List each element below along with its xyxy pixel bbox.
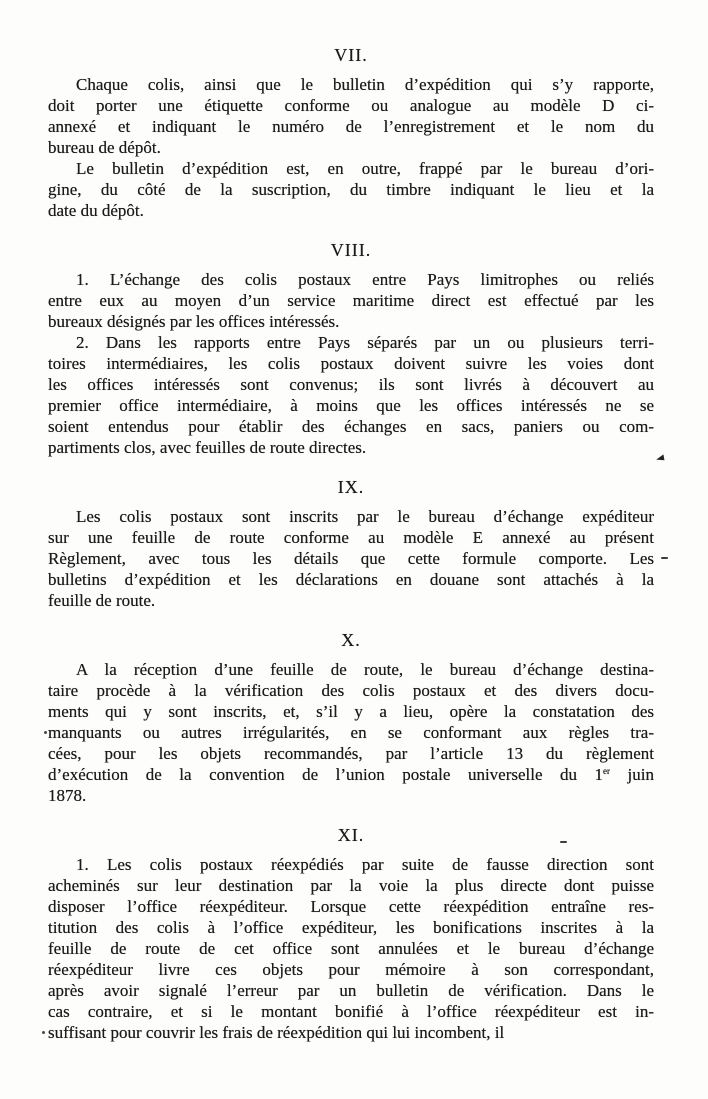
text-line: soient entendus pour établir des échanges en sacs, paniers ou com- xyxy=(48,417,654,436)
text-line: bureaux désignés par les offices intéressés. xyxy=(48,312,340,331)
paragraph xyxy=(48,506,654,611)
text-line: d’exécution de la convention de l’union postale universelle du 1er juin xyxy=(48,765,654,784)
text-line: manquants ou autres irrégularités, en se conformant aux règles tra- xyxy=(48,723,654,742)
section xyxy=(48,824,654,1043)
section xyxy=(48,476,654,611)
dash-scan-mark xyxy=(560,841,567,843)
arrowhead-scan-mark xyxy=(656,454,665,461)
text-line: entre eux au moyen d’un service maritime direct est effectué par les xyxy=(48,291,654,310)
text-line: taire procède à la vérification des colis postaux et des divers docu- xyxy=(48,681,654,700)
section-heading: VII. xyxy=(334,45,368,65)
paragraph xyxy=(48,854,654,1043)
text-line: disposer l’office réexpéditeur. Lorsque cette réexpédition entraîne res- xyxy=(48,897,654,916)
text-line: 1878. xyxy=(48,786,87,805)
paragraph xyxy=(48,158,654,221)
text-line: ments qui y sont inscrits, et, s’il y a lieu, opère la constatation des xyxy=(48,702,654,721)
section xyxy=(48,629,654,806)
text-line: suffisant pour couvrir les frais de réexpédition qui lui incombent, il xyxy=(48,1023,505,1042)
section-heading: X. xyxy=(341,630,361,650)
text-line: réexpéditeur livre ces objets pour mémoire à son correspondant, xyxy=(48,960,654,979)
text-line: partiments clos, avec feuilles de route directes. xyxy=(48,438,367,457)
text-line: 1. Les colis postaux réexpédiés par suite de fausse direction sont xyxy=(76,855,654,874)
text-line: Les colis postaux sont inscrits par le bureau d’échange expéditeur xyxy=(76,507,654,526)
text-line: Le bulletin d’expédition est, en outre, frappé par le bureau d’ori- xyxy=(76,159,654,178)
text-line: les offices intéressés sont convenus; ils sont livrés à découvert au xyxy=(48,375,654,394)
section-heading: IX. xyxy=(337,477,365,497)
text-line: après avoir signalé l’erreur par un bulletin de vérification. Dans le xyxy=(48,981,654,1000)
text-line: cas contraire, et si le montant bonifié à l’office réexpéditeur est in- xyxy=(48,1002,654,1021)
text-line: sur une feuille de route conforme au modèle E annexé au présent xyxy=(48,528,654,547)
section xyxy=(48,239,654,458)
text-line: toires intermédiaires, les colis postaux doivent suivre les voies dont xyxy=(48,354,654,373)
paragraph xyxy=(48,74,654,158)
text-line: premier office intermédiaire, à moins que les offices intéressés ne se xyxy=(48,396,654,415)
text-line: Règlement, avec tous les détails que cette formule comporte. Les xyxy=(48,549,654,568)
text-line: A la réception d’une feuille de route, le bureau d’échange destina- xyxy=(76,660,654,679)
text-line: Chaque colis, ainsi que le bulletin d’expédition qui s’y rapporte, xyxy=(76,75,654,94)
text-line: annexé et indiquant le numéro de l’enregistrement et le nom du xyxy=(48,117,654,136)
text-line: bulletins d’expédition et les déclarations en douane sont attachés à la xyxy=(48,570,654,589)
text-line: feuille de route. xyxy=(48,591,156,610)
section-heading: VIII. xyxy=(330,240,372,260)
text-line: 2. Dans les rapports entre Pays séparés par un ou plusieurs terri- xyxy=(76,333,654,352)
text-line: gine, du côté de la suscription, du timbre indiquant le lieu et la xyxy=(48,180,654,199)
text-line: 1. L’échange des colis postaux entre Pays limitrophes ou reliés xyxy=(76,270,654,289)
text-line: cées, pour les objets recommandés, par l’article 13 du règlement xyxy=(48,744,654,763)
page-content xyxy=(48,44,654,1043)
dash-scan-mark xyxy=(661,557,668,559)
dot-scan-mark xyxy=(44,731,47,734)
superscript-ordinal: er xyxy=(603,766,611,776)
text-line: acheminés sur leur destination par la voie la plus directe dont puisse xyxy=(48,876,654,895)
text-line: bureau de dépôt. xyxy=(48,138,161,157)
paragraph xyxy=(48,269,654,332)
text-line: date du dépôt. xyxy=(48,201,144,220)
section-heading: XI. xyxy=(337,825,365,845)
dot-scan-mark xyxy=(42,1031,45,1034)
text-line: feuille de route de cet office sont annulées et le bureau d’échange xyxy=(48,939,654,958)
section xyxy=(48,44,654,221)
paragraph xyxy=(48,332,654,458)
paragraph xyxy=(48,659,654,806)
text-line: doit porter une étiquette conforme ou analogue au modèle D ci- xyxy=(48,96,654,115)
text-line: titution des colis à l’office expéditeur, les bonifications inscrites à la xyxy=(48,918,654,937)
